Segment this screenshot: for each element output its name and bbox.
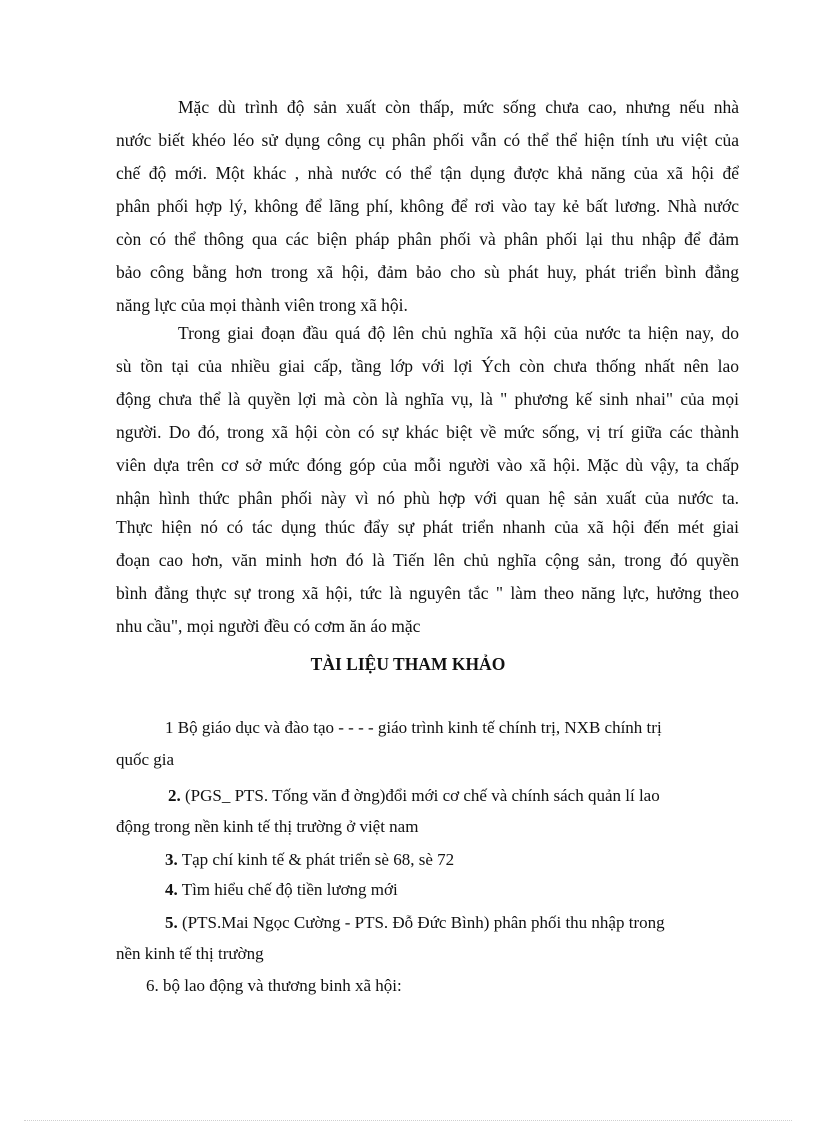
reference-text: (PTS.Mai Ngọc Cường - PTS. Đỗ Đức Bình) phân phối thu nhập trong [182, 913, 665, 932]
reference-1-line-1: 1 Bộ giáo dục và đào tạo - - - - giáo trình kinh tế chính trị, NXB chính trị [165, 718, 662, 737]
reference-number: 4. [165, 880, 178, 899]
reference-text: Tạp chí kinh tế & phát triển sè 68, sè 72 [181, 850, 455, 869]
reference-text: Tìm hiểu chế độ tiền lương mới [181, 880, 398, 899]
paragraph-line: nhận hình thức phân phối này vì nó phù hợp với quan hệ sản xuất của nước ta. [116, 488, 739, 508]
paragraph-line: Trong giai đoạn đầu quá độ lên chủ nghĩa xã hội của nước ta hiện nay, do [178, 323, 739, 343]
paragraph-line: bình đẳng thực sự trong xã hội, tức là nguyên tắc " làm theo năng lực, hưởng theo [116, 583, 739, 603]
paragraph-line: Mặc dù trình độ sản xuất còn thấp, mức sống chưa cao, nhưng nếu nhà [178, 97, 739, 117]
paragraph-line: người. Do đó, trong xã hội còn có sự khác biệt về mức sống, vị trí giữa các thành [116, 422, 739, 442]
reference-5-line-1 [165, 913, 665, 933]
paragraph-line: năng lực của mọi thành viên trong xã hội. [116, 295, 408, 315]
reference-number: 3. [165, 850, 178, 869]
reference-number: 5. [165, 913, 178, 932]
paragraph-line: đoạn cao hơn, văn minh hơn đó là Tiến lên chủ nghĩa cộng sản, trong đó quyền [116, 550, 739, 570]
paragraph-line: nước biết khéo léo sử dụng công cụ phân phối vẫn có thể thể hiện tính ưu việt của [116, 130, 739, 150]
paragraph-line: viên dựa trên cơ sở mức đóng góp của mỗi người vào xã hội. Mặc dù vậy, ta chấp [116, 455, 739, 475]
paragraph-line: phân phối hợp lý, không để lãng phí, không để rơi vào tay kẻ bất lương. Nhà nước [116, 196, 739, 216]
page-bottom-divider [24, 1120, 792, 1121]
reference-4 [165, 880, 398, 900]
reference-text: bộ lao động và thương binh xã hội: [163, 976, 402, 995]
reference-text: (PGS_ PTS. Tống văn đ ờng)đổi mới cơ chế và chính sách quản lí lao [185, 786, 660, 805]
reference-2-line-1 [168, 786, 660, 806]
reference-1-line-2: quốc gia [116, 750, 175, 769]
paragraph-line: chế độ mới. Một khác , nhà nước có thể tận dụng được khả năng của xã hội để [116, 163, 739, 183]
reference-2-line-2: động trong nền kinh tế thị trường ở việt nam [116, 817, 419, 836]
paragraph-line: còn có thể thông qua các biện pháp phân phối và phân phối lại thu nhập để đảm [116, 229, 739, 249]
paragraph-line: bảo công bằng hơn trong xã hội, đảm bảo cho sù phát huy, phát triển bình đẳng [116, 262, 739, 282]
reference-5-line-2: nền kinh tế thị trường [116, 944, 264, 963]
paragraph-line: sù tồn tại của nhiều giai cấp, tầng lớp với lợi Ých còn chưa thống nhất nên lao [116, 356, 739, 376]
paragraph-line: nhu cầu", mọi người đều có cơm ăn áo mặc [116, 616, 421, 636]
paragraph-line: Thực hiện nó có tác dụng thúc đẩy sự phát triển nhanh của xã hội đến mét giai [116, 517, 739, 537]
reference-6 [146, 976, 402, 996]
reference-number: 2. [168, 786, 181, 805]
references-title: TÀI LIỆU THAM KHẢO [310, 654, 506, 674]
paragraph-line: động chưa thể là quyền lợi mà còn là nghĩa vụ, là " phương kế sinh nhai" của mọi [116, 389, 739, 409]
reference-3 [165, 850, 454, 870]
reference-number: 6. [146, 976, 159, 995]
